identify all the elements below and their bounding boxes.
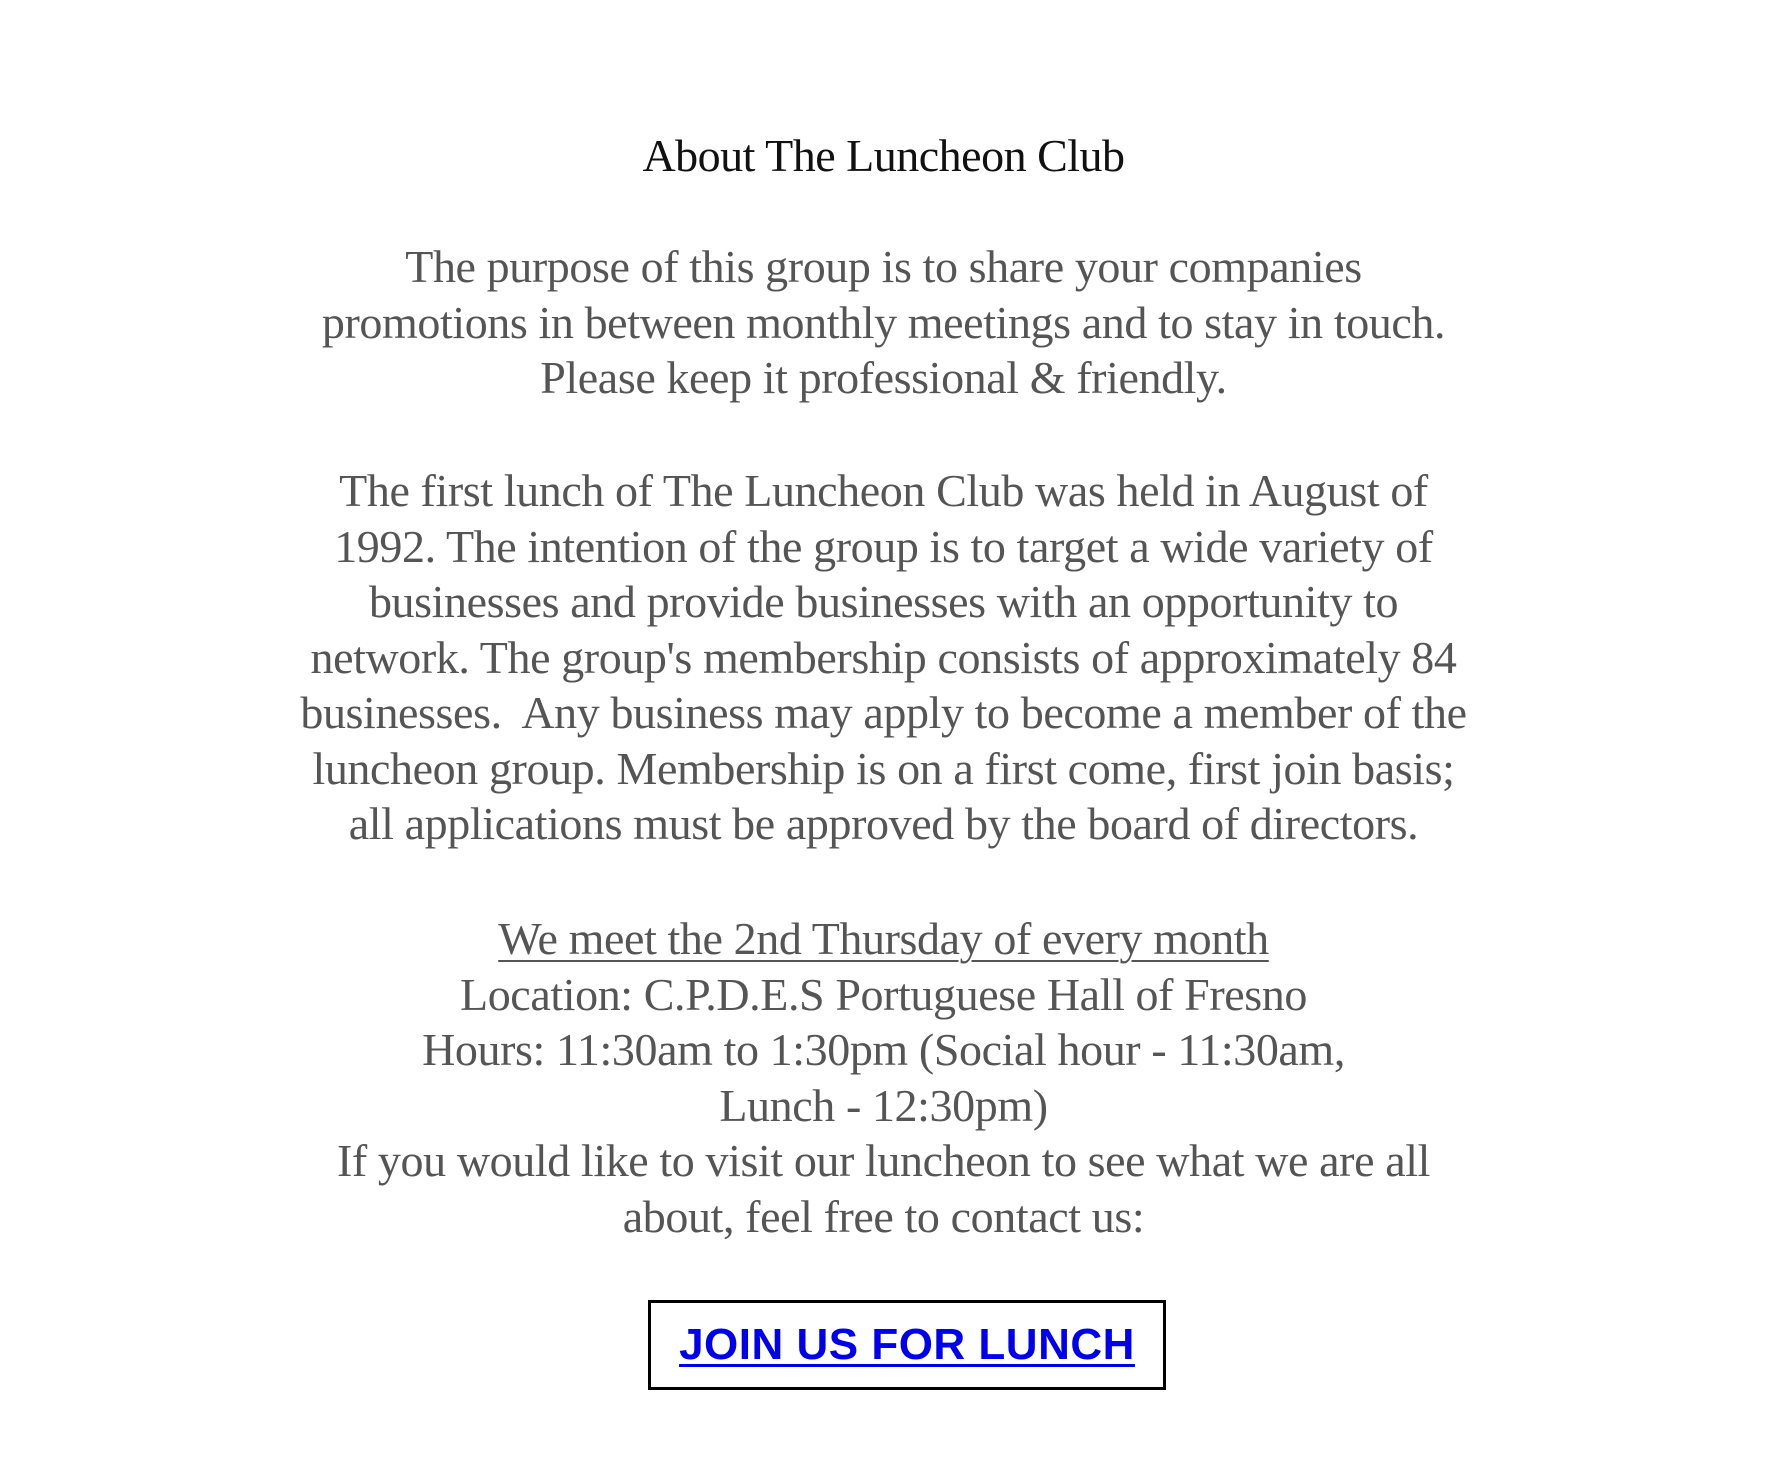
history-line: luncheon group. Membership is on a first come, first join basis; — [312, 742, 1455, 794]
purpose-line: Please keep it professional & friendly. — [540, 352, 1227, 403]
history-line: all applications must be approved by the board of directors. — [348, 798, 1419, 849]
history-line: The first lunch of The Luncheon Club was held in August of — [339, 465, 1428, 516]
meeting-schedule: We meet the 2nd Thursday of every month — [498, 913, 1269, 964]
history-paragraph — [0, 463, 1767, 852]
history-line: network. The group's membership consists of approximately 84 — [310, 631, 1457, 683]
meeting-hours-continued: Lunch - 12:30pm) — [719, 1079, 1048, 1131]
page-title: About The Luncheon Club — [642, 130, 1125, 181]
join-us-box — [648, 1300, 1166, 1390]
join-us-for-lunch-link[interactable]: JOIN US FOR LUNCH — [679, 1320, 1135, 1369]
visit-invitation: If you would like to visit our luncheon to see what we are all — [337, 1135, 1430, 1186]
purpose-paragraph — [0, 239, 1767, 406]
meeting-location: Location: C.P.D.E.S Portuguese Hall of Fresno — [460, 968, 1307, 1020]
purpose-line: The purpose of this group is to share your companies — [405, 241, 1362, 292]
history-line: businesses and provide businesses with an opportunity to — [368, 576, 1399, 627]
history-line: 1992. The intention of the group is to target a wide variety of — [334, 520, 1433, 572]
visit-invitation-continued: about, feel free to contact us: — [622, 1190, 1145, 1242]
meeting-info — [0, 911, 1767, 1244]
purpose-line: promotions in between monthly meetings and to stay in touch. — [321, 296, 1446, 348]
history-line: businesses. Any business may apply to become a member of the — [300, 687, 1467, 738]
meeting-hours: Hours: 11:30am to 1:30pm (Social hour - 11:30am, — [422, 1024, 1345, 1075]
